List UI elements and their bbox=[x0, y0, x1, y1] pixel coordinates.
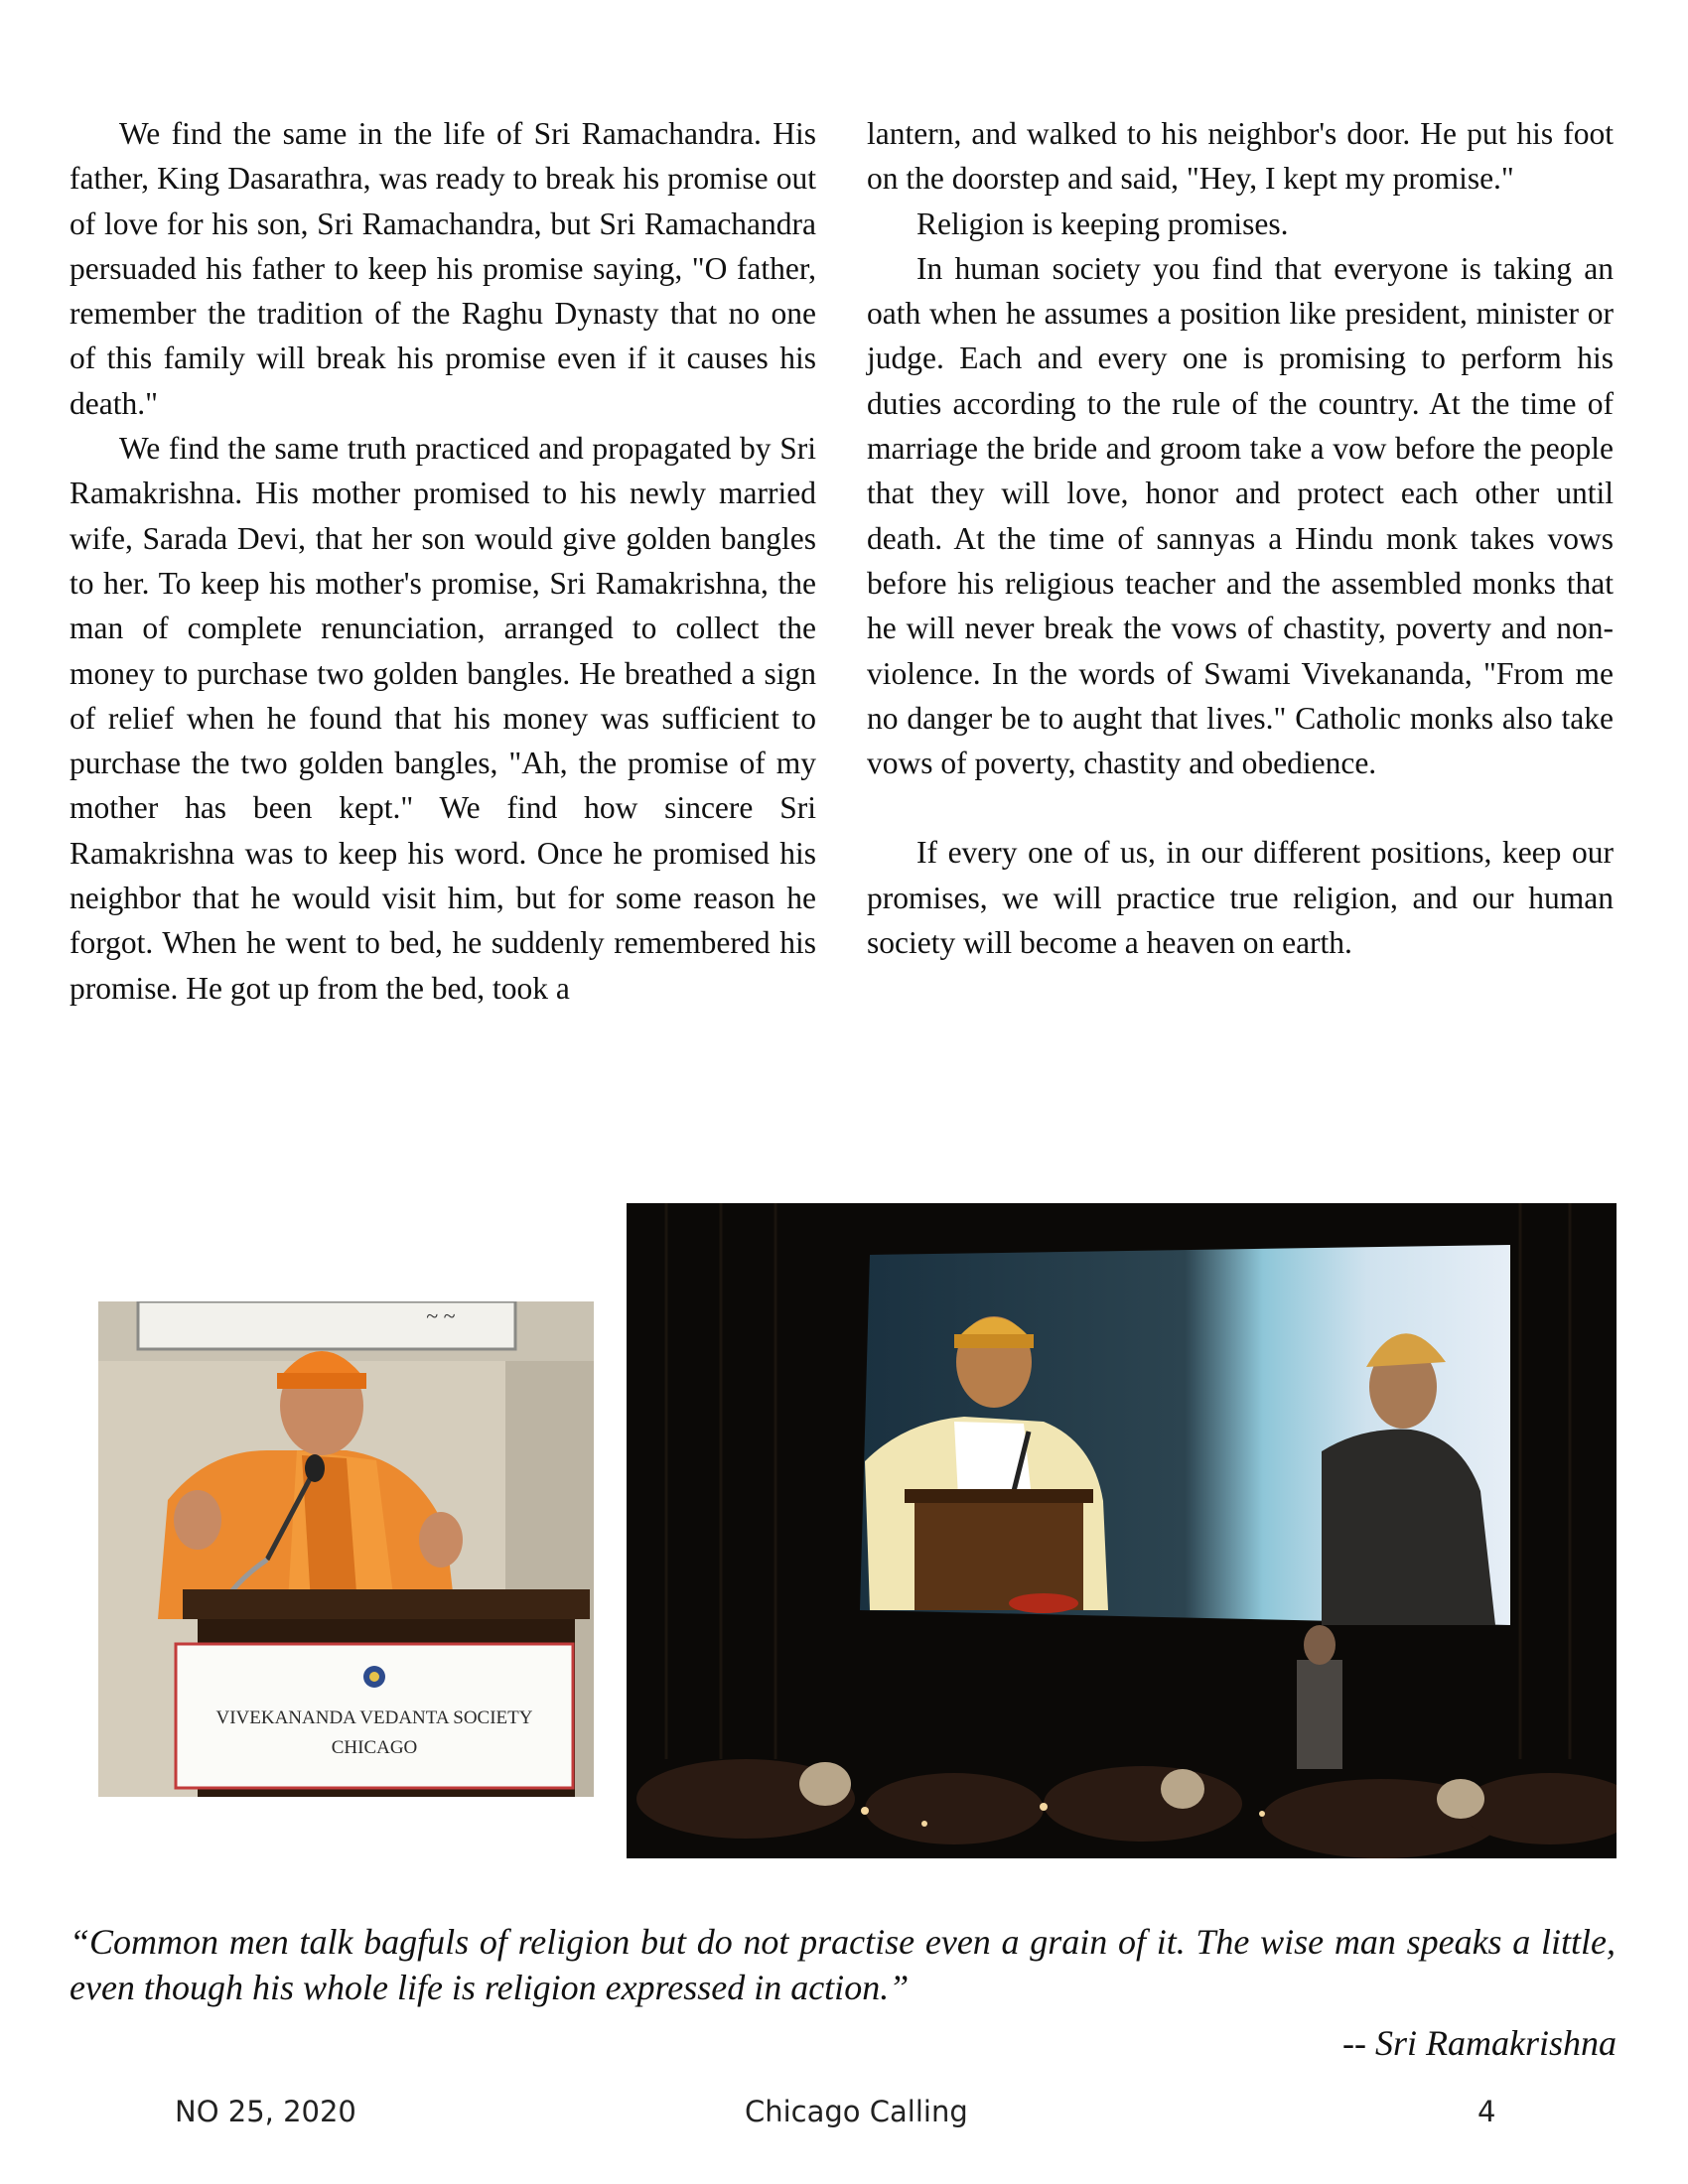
footer-date: NO 25, 2020 bbox=[175, 2095, 356, 2128]
banquet-projection-screen-photo bbox=[627, 1203, 1617, 1858]
paragraph-closing: If every one of us, in our different positions, keep our promises, we will practice true religion, and our human society will become a heaven on earth. bbox=[867, 835, 1614, 961]
footer-page-number: 4 bbox=[1477, 2095, 1496, 2128]
paragraph-continuation: lantern, and walked to his neighbor's door. He put his foot on the doorstep and said, "Hey, I kept my promise." bbox=[867, 116, 1614, 197]
article-column-right bbox=[867, 111, 1614, 965]
quote-attribution: -- Sri Ramakrishna bbox=[1342, 2023, 1617, 2063]
podium-sign-line1: VIVEKANANDA VEDANTA SOCIETY bbox=[215, 1707, 533, 1728]
podium-sign-line2: CHICAGO bbox=[331, 1737, 418, 1758]
article-column-left bbox=[70, 111, 816, 1011]
ramakrishna-quote: “Common men talk bagfuls of religion but do not practise even a grain of it. The wise man speaks a little, even though his whole life is religion expressed in action.” bbox=[70, 1922, 1616, 2007]
paragraph: Religion is keeping promises. bbox=[916, 205, 1289, 241]
footer-publication-title: Chicago Calling bbox=[745, 2095, 968, 2128]
svg-text:~ ~: ~ ~ bbox=[426, 1303, 456, 1328]
paragraph: We find the same truth practiced and propagated by Sri Ramakrishna. His mother promised to his newly married wife, Sarada Devi, that her son would give golden bangles to her. To keep his mother's promise, Sri Ramakrishna, the man of complete renunciation, arranged to collect the money to purchase two golden bangles. He breathed a sign of relief when he found that his money was sufficient to purchase the two golden bangles, "Ah, the promise of my mother has been kept." We find how sincere Sri Ramakrishna was to keep his word. Once he promised his neighbor that he would visit him, but for some reason he forgot. When he went to bed, he suddenly remembered his promise. He got up from the bed, took a bbox=[70, 431, 816, 1006]
paragraph: We find the same in the life of Sri Ramachandra. His father, King Dasarathra, was ready to break his promise out of love for his son, Sri Ramachandra, but Sri Ramachandra persuaded his father to keep his promise saying, "O father, remember the tradition of the Raghu Dynasty that no one of this family will break his promise even if it causes his death." bbox=[70, 116, 816, 421]
paragraph: In human society you find that everyone is taking an oath when he assumes a position like president, minister or judge. Each and every one is promising to perform his duties according to the rule of the country. At the time of marriage the bride and groom take a vow before the people that they will love, honor and protect each other until death. At the time of sannyas a Hindu monk takes vows before his religious teacher and the assembled monks that he will never break the vows of chastity, poverty and non-violence. In the words of Swami Vivekananda, "From me no danger be to aught that lives." Catholic monks also take vows of poverty, chastity and obedience. bbox=[867, 250, 1614, 781]
speaker-at-podium-photo bbox=[98, 1301, 594, 1797]
